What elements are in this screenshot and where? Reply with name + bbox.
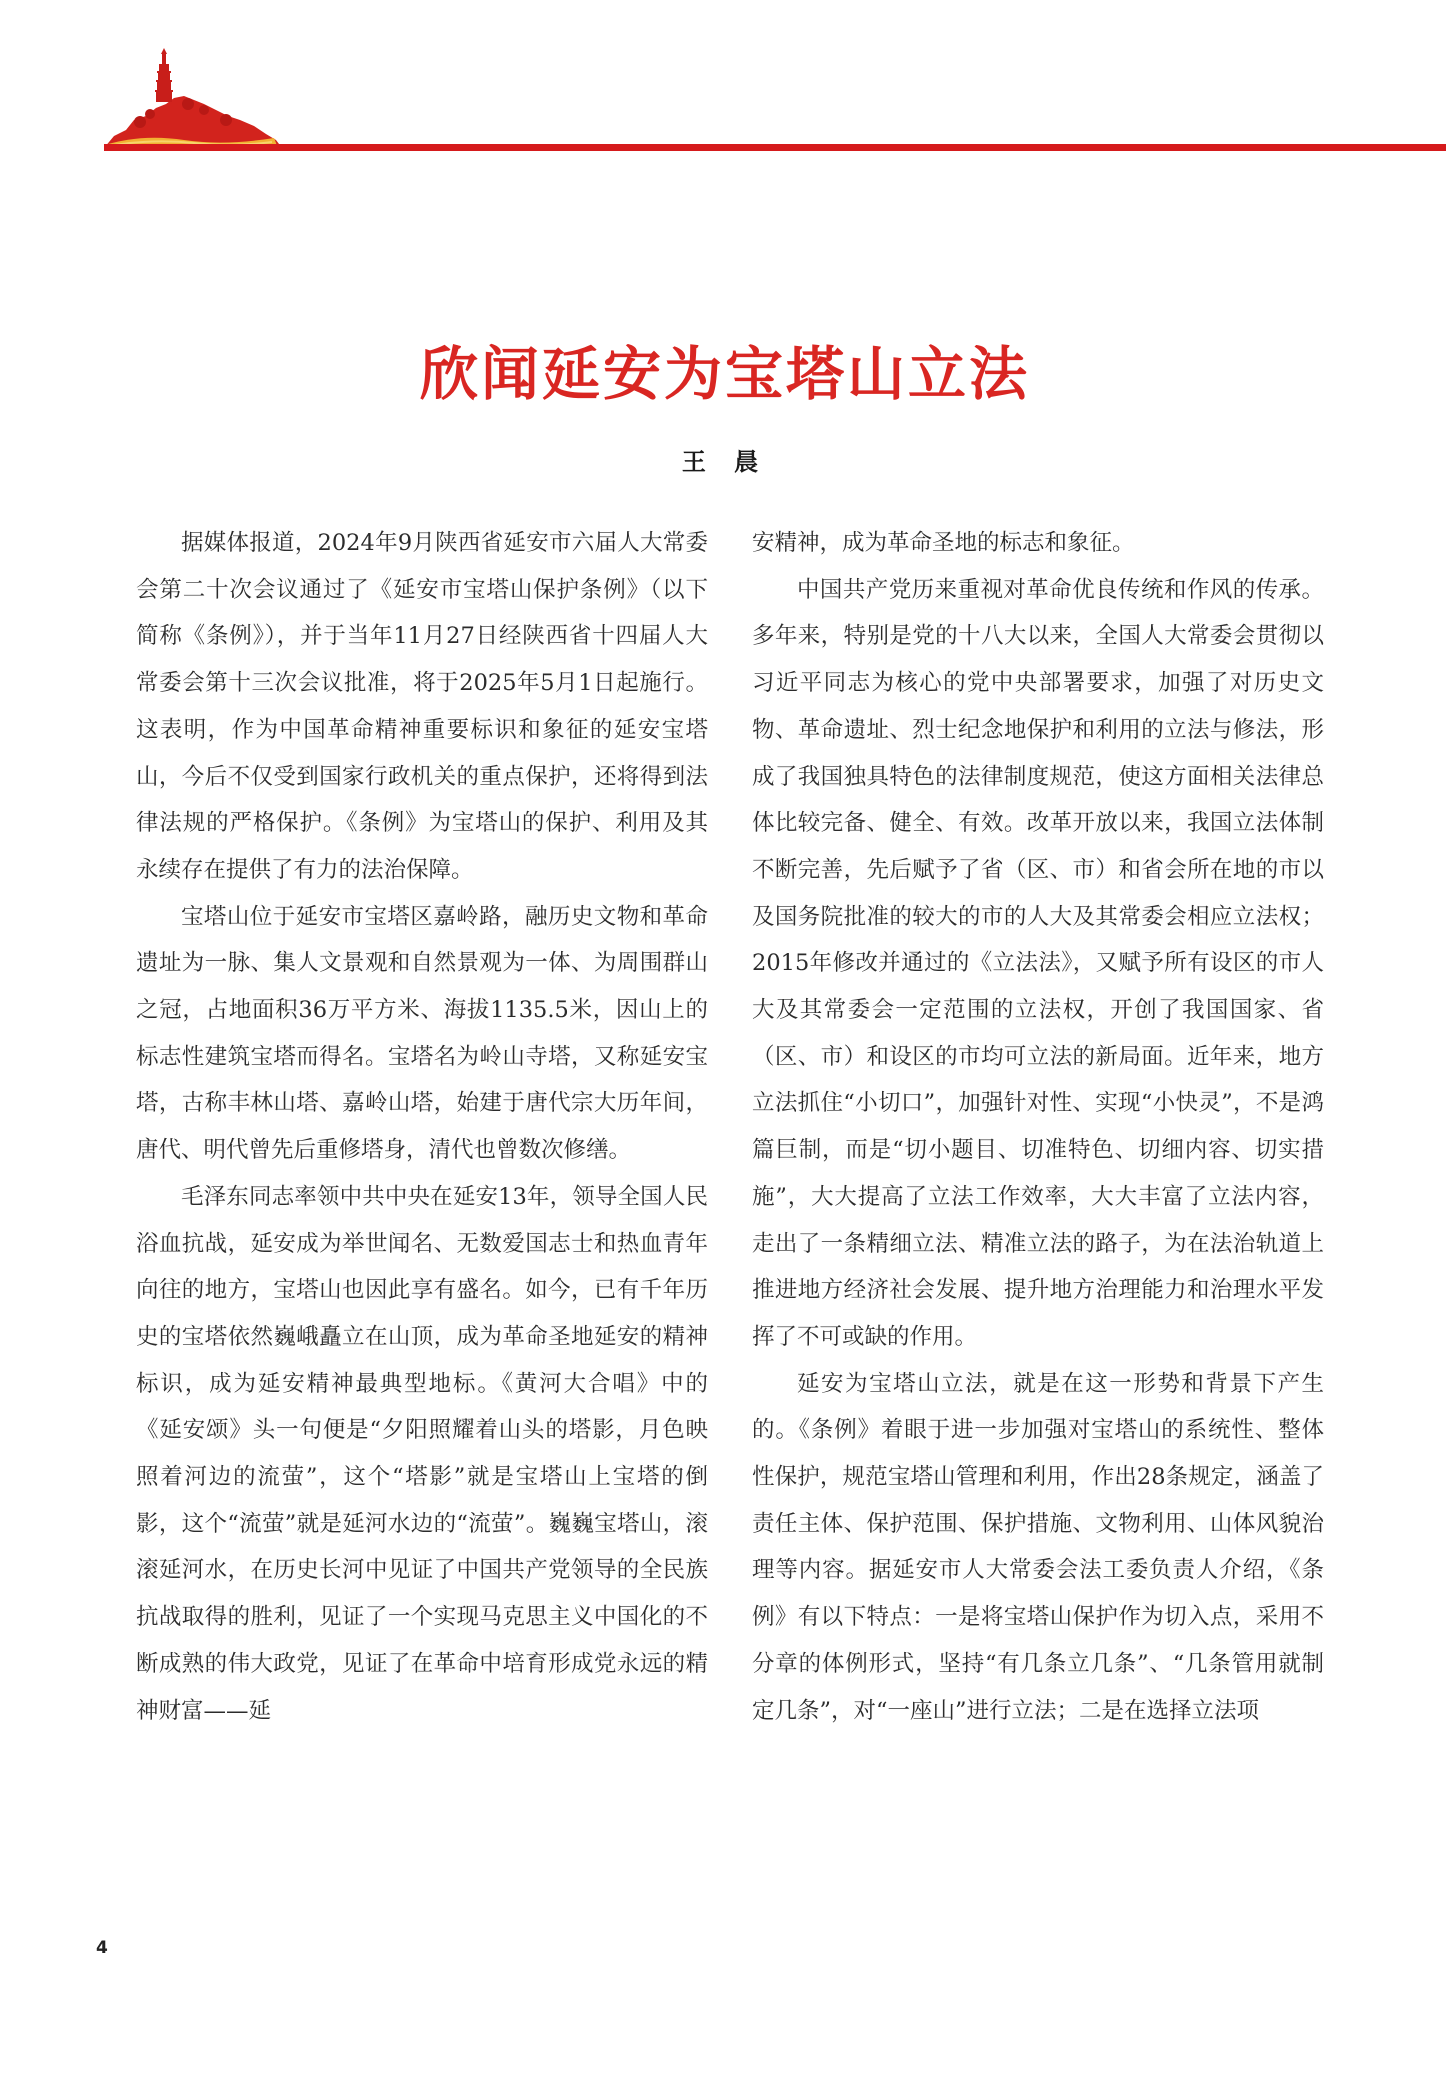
paragraph: 宝塔山位于延安市宝塔区嘉岭路，融历史文物和革命遗址为一脉、集人文景观和自然景观为一体、为周围群山之冠，占地面积36万平方米、海拔1135.5米，因山上的标志性建筑宝塔而得名。宝塔名为岭山寺塔，又称延安宝塔，古称丰林山塔、嘉岭山塔，始建于唐代宗大历年间，唐代、明代曾先后重修塔身，清代也曾数次修缮。: [136, 903, 708, 1164]
article-title: 欣闻延安为宝塔山立法: [419, 340, 1030, 408]
paragraph: 中国共产党历来重视对革命优良传统和作风的传承。多年来，特别是党的十八大以来，全国人大常委会贯彻以习近平同志为核心的党中央部署要求，加强了对历史文物、革命遗址、烈士纪念地保护和利用的立法与修法，形成了我国独具特色的法律制度规范，使这方面相关法律总体比较完备、健全、有效。改革开放以来，我国立法体制不断完善，先后赋予了省（区、市）和省会所在地的市以及国务院批准的较大的市的人大及其常委会相应立法权；2015年修改并通过的《立法法》，又赋予所有设区的市人大及其常委会一定范围的立法权，开创了我国国家、省（区、市）和设区的市均可立法的新局面。近年来，地方立法抓住“小切口”，加强针对性、实现“小快灵”，不是鸿篇巨制，而是“切小题目、切准特色、切细内容、切实措施”，大大提高了立法工作效率，大大丰富了立法内容，走出了一条精细立法、精准立法的路子，为在法治轨道上推进地方经济社会发展、提升地方治理能力和治理水平发挥了不可或缺的作用。: [752, 576, 1324, 1350]
header-rule: [104, 144, 1446, 151]
paragraph-continuation: 安精神，成为革命圣地的标志和象征。: [752, 530, 1135, 556]
paragraph: 毛泽东同志率领中共中央在延安13年，领导全国人民浴血抗战，延安成为举世闻名、无数爱国志士和热血青年向往的地方，宝塔山也因此享有盛名。如今，已有千年历史的宝塔依然巍峨矗立在山顶，成为革命圣地延安的精神标识，成为延安精神最典型地标。《黄河大合唱》中的《延安颂》头一句便是“夕阳照耀着山头的塔影，月色映照着河边的流萤”，这个“塔影”就是宝塔山上宝塔的倒影，这个“流萤”就是延河水边的“流萤”。巍巍宝塔山，滚滚延河水，在历史长河中见证了中国共产党领导的全民族抗战取得的胜利，见证了一个实现马克思主义中国化的不断成熟的伟大政党，见证了在革命中培育形成党永远的精神财富——延: [136, 1183, 708, 1724]
article-author: 王 晨: [681, 448, 769, 476]
paragraph: 延安为宝塔山立法，就是在这一形势和背景下产生的。《条例》着眼于进一步加强对宝塔山的系统性、整体性保护，规范宝塔山管理和利用，作出28条规定，涵盖了责任主体、保护范围、保护措施、文物利用、山体风貌治理等内容。据延安市人大常委会法工委负责人介绍，《条例》有以下特点：一是将宝塔山保护作为切入点，采用不分章的体例形式，坚持“有几条立几条”、“几条管用就制定几条”，对“一座山”进行立法；二是在选择立法项: [752, 1370, 1324, 1724]
pagoda-mountain-icon: [104, 44, 282, 150]
article-column-right: [752, 520, 1324, 1734]
page-number: 4: [96, 1938, 108, 1958]
article-column-left: [136, 520, 708, 1734]
paragraph: 据媒体报道，2024年9月陕西省延安市六届人大常委会第二十次会议通过了《延安市宝塔山保护条例》（以下简称《条例》），并于当年11月27日经陕西省十四届人大常委会第十三次会议批准，将于2025年5月1日起施行。这表明，作为中国革命精神重要标识和象征的延安宝塔山，今后不仅受到国家行政机关的重点保护，还将得到法律法规的严格保护。《条例》为宝塔山的保护、利用及其永续存在提供了有力的法治保障。: [136, 530, 708, 883]
